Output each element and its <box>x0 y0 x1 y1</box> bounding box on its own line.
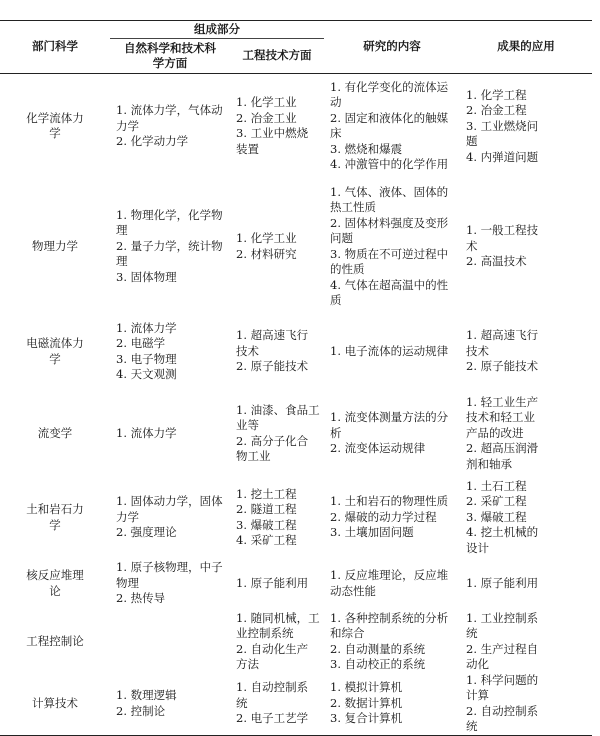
cell-line: 2. 冶金工业 <box>236 110 297 125</box>
cell-line: 4. 气体在超高温中的性 <box>330 277 449 292</box>
cell-line: 1. 超高速飞行 <box>236 328 309 343</box>
application-cell <box>460 389 592 479</box>
header-research: 研究的内容 <box>324 21 460 74</box>
cell-line: 4. 内弹道问题 <box>466 149 539 164</box>
application-cell <box>460 315 592 389</box>
cell-line: 业控制系统 <box>236 626 294 640</box>
research-cell <box>324 179 460 315</box>
cell-line: 1. 原子能利用 <box>236 575 309 590</box>
cell-line: 力学 <box>116 118 139 133</box>
cell-line: 1. 模拟计算机 <box>330 680 403 695</box>
research-cell <box>324 557 460 611</box>
department-cell <box>0 673 110 736</box>
engineering-cell <box>230 479 324 557</box>
department-cell <box>0 389 110 479</box>
cell-line: 1. 有化学变化的流体运 <box>330 79 449 94</box>
table-row <box>0 315 592 389</box>
cell-line: 物理力学 <box>32 238 78 253</box>
cell-line: 产品的改进 <box>466 425 524 440</box>
cell-line: 剂和轴承 <box>466 456 512 471</box>
table-row <box>0 557 592 611</box>
cell-line: 1. 流体力学，气体动 <box>116 103 223 117</box>
cell-line: 2. 电磁学 <box>116 336 166 350</box>
cell-line: 统 <box>466 719 478 733</box>
cell-line: 3. 物质在不可逆过程中 <box>330 246 449 261</box>
cell-line: 3. 爆破工程 <box>466 509 527 524</box>
engineering-cell <box>230 315 324 389</box>
cell-line: 1. 各种控制系统的分析 <box>330 610 449 625</box>
cell-line: 3. 土壤加固问题 <box>330 525 414 540</box>
engineering-cell <box>230 557 324 611</box>
cell-line: 理 <box>116 254 128 269</box>
cell-line: 1. 油漆、食品工 <box>236 402 320 417</box>
header-natural-science <box>110 39 230 74</box>
cell-line: 2. 固体材料强度及变形 <box>330 215 449 230</box>
natural-science-cell <box>110 74 230 179</box>
natural-science-cell <box>110 179 230 315</box>
cell-line: 2. 原子能技术 <box>466 359 539 374</box>
cell-line: 2. 量子力学，统计物 <box>116 238 223 253</box>
table-row <box>0 673 592 736</box>
cell-line: 2. 材料研究 <box>236 246 297 261</box>
cell-line: 论 <box>49 583 61 598</box>
cell-line: 技术 <box>466 343 489 358</box>
cell-line: 热工性质 <box>330 200 376 214</box>
cell-line: 计算 <box>466 688 489 702</box>
cell-line: 1. 自动控制系 <box>236 680 309 695</box>
table-row <box>0 389 592 479</box>
cell-line: 2. 生产过程自 <box>466 641 539 656</box>
application-cell <box>460 74 592 179</box>
research-cell <box>324 389 460 479</box>
natural-science-cell <box>110 557 230 611</box>
cell-line: 题 <box>466 134 478 148</box>
header-natural-line-2: 学方面 <box>152 56 188 70</box>
cell-line: 2. 采矿工程 <box>466 494 527 509</box>
table-row <box>0 611 592 673</box>
cell-line: 1. 随同机械，工 <box>236 610 320 625</box>
natural-science-cell <box>110 315 230 389</box>
cell-line: 1. 原子能利用 <box>466 575 539 590</box>
cell-line: 1. 化学工业 <box>236 231 297 245</box>
cell-line: 4. 采矿工程 <box>236 533 297 547</box>
cell-line: 1. 科学问题的 <box>466 672 539 687</box>
cell-line: 理 <box>116 223 128 238</box>
cell-line: 2. 流变体运动规律 <box>330 441 426 456</box>
science-departments-table <box>0 20 592 736</box>
cell-line: 2. 固定和液体化的触媒 <box>330 110 449 125</box>
cell-line: 1. 化学工程 <box>466 87 527 102</box>
research-cell <box>324 74 460 179</box>
cell-line: 2. 强度理论 <box>116 525 177 540</box>
cell-line: 2. 自动测量的系统 <box>330 641 426 656</box>
application-cell <box>460 557 592 611</box>
cell-line: 核反应堆理 <box>26 568 84 582</box>
cell-line: 土和岩石力 <box>26 502 84 516</box>
cell-line: 2. 冶金工程 <box>466 103 527 117</box>
application-cell <box>460 479 592 557</box>
cell-line: 3. 电子物理 <box>116 351 177 366</box>
cell-line: 1. 电子流体的运动规律 <box>330 343 449 358</box>
natural-science-cell <box>110 673 230 736</box>
cell-line: 学 <box>49 517 61 532</box>
cell-line: 物理 <box>116 575 139 590</box>
cell-line: 技术和轻工业 <box>466 410 535 425</box>
cell-line: 2. 原子能技术 <box>236 359 309 374</box>
table-body <box>0 74 592 736</box>
cell-line: 电磁流体力 <box>26 336 84 350</box>
cell-line: 工程控制论 <box>26 633 84 648</box>
application-cell <box>460 611 592 673</box>
department-cell <box>0 557 110 611</box>
application-cell <box>460 179 592 315</box>
cell-line: 1. 土和岩石的物理性质 <box>330 494 449 509</box>
cell-line: 4. 天文观测 <box>116 367 177 381</box>
cell-line: 1. 流体力学 <box>116 320 177 335</box>
research-cell <box>324 673 460 736</box>
cell-line: 方法 <box>236 657 259 671</box>
cell-line: 设计 <box>466 540 489 555</box>
cell-line: 3. 自动校正的系统 <box>330 657 426 671</box>
cell-line: 2. 超高压润滑 <box>466 441 539 456</box>
cell-line: 统 <box>466 626 478 640</box>
cell-line: 2. 隧道工程 <box>236 502 297 516</box>
header-components-group: 组成部分 <box>110 21 324 39</box>
cell-line: 动态性能 <box>330 583 376 598</box>
cell-line: 析 <box>330 425 342 440</box>
cell-line: 2. 控制论 <box>116 703 166 718</box>
cell-line: 3. 爆破工程 <box>236 517 297 532</box>
cell-line: 统 <box>236 695 248 710</box>
cell-line: 业等 <box>236 418 259 432</box>
header-engineering: 工程技术方面 <box>230 39 324 74</box>
engineering-cell <box>230 611 324 673</box>
cell-line: 1. 轻工业生产 <box>466 394 539 409</box>
department-cell <box>0 74 110 179</box>
cell-line: 术 <box>466 238 478 253</box>
cell-line: 3. 固体物理 <box>116 269 177 284</box>
engineering-cell <box>230 389 324 479</box>
cell-line: 化学流体力 <box>26 110 84 125</box>
header-natural-line-1: 自然科学和技术科 <box>124 40 216 55</box>
cell-line: 的性质 <box>330 262 365 276</box>
cell-line: 物工业 <box>236 449 271 463</box>
cell-line: 动化 <box>466 657 489 671</box>
cell-line: 4. 挖土机械的 <box>466 525 539 540</box>
cell-line: 1. 流体力学 <box>116 425 177 440</box>
natural-science-cell <box>110 389 230 479</box>
cell-line: 1. 超高速飞行 <box>466 328 539 343</box>
department-cell <box>0 179 110 315</box>
cell-line: 2. 自动化生产 <box>236 641 309 656</box>
cell-line: 1. 工业控制系 <box>466 610 539 625</box>
cell-line: 1. 数理逻辑 <box>116 688 177 702</box>
cell-line: 和综合 <box>330 626 365 640</box>
cell-line: 3. 工业燃烧问 <box>466 118 539 133</box>
cell-line: 1. 一般工程技 <box>466 223 539 238</box>
cell-line: 2. 电子工艺学 <box>236 711 309 726</box>
cell-line: 3. 工业中燃烧 <box>236 126 309 141</box>
table-row <box>0 179 592 315</box>
cell-line: 学 <box>49 351 61 366</box>
cell-line: 1. 土石工程 <box>466 478 527 493</box>
cell-line: 1. 固体动力学，固体 <box>116 494 223 509</box>
header-department: 部门科学 <box>0 21 110 74</box>
cell-line: 1. 反应堆理论，反应堆 <box>330 568 449 582</box>
department-cell <box>0 315 110 389</box>
cell-line: 2. 高分子化合 <box>236 433 309 448</box>
cell-line: 技术 <box>236 343 259 358</box>
cell-line: 流变学 <box>37 425 73 440</box>
research-cell <box>324 479 460 557</box>
cell-line: 质 <box>330 293 342 307</box>
cell-line: 4. 冲激管中的化学作用 <box>330 157 449 172</box>
application-cell <box>460 673 592 736</box>
cell-line: 2. 化学动力学 <box>116 134 189 148</box>
department-cell <box>0 479 110 557</box>
cell-line: 床 <box>330 126 342 141</box>
table-row <box>0 479 592 557</box>
cell-line: 1. 挖土工程 <box>236 486 297 501</box>
cell-line: 动 <box>330 95 342 110</box>
header-application: 成果的应用 <box>460 21 592 74</box>
cell-line: 1. 原子核物理，中子 <box>116 560 223 575</box>
cell-line: 2. 高温技术 <box>466 254 527 269</box>
cell-line: 1. 流变体测量方法的分 <box>330 410 449 425</box>
cell-line: 1. 化学工业 <box>236 95 297 110</box>
cell-line: 1. 气体、液体、固体的 <box>330 184 449 199</box>
research-cell <box>324 315 460 389</box>
natural-science-cell <box>110 611 230 673</box>
cell-line: 2. 爆破的动力学过程 <box>330 509 437 524</box>
department-cell <box>0 611 110 673</box>
cell-line: 问题 <box>330 231 353 245</box>
engineering-cell <box>230 74 324 179</box>
cell-line: 2. 自动控制系 <box>466 703 539 718</box>
research-cell <box>324 611 460 673</box>
cell-line: 2. 热传导 <box>116 591 166 606</box>
engineering-cell <box>230 673 324 736</box>
cell-line: 3. 燃烧和爆震 <box>330 141 403 156</box>
cell-line: 装置 <box>236 141 259 156</box>
natural-science-cell <box>110 479 230 557</box>
cell-line: 学 <box>49 126 61 141</box>
cell-line: 3. 复合计算机 <box>330 711 403 726</box>
cell-line: 2. 数据计算机 <box>330 695 403 710</box>
engineering-cell <box>230 179 324 315</box>
cell-line: 力学 <box>116 509 139 524</box>
cell-line: 1. 物理化学，化学物 <box>116 207 223 222</box>
cell-line: 计算技术 <box>32 695 78 710</box>
table-row <box>0 74 592 179</box>
